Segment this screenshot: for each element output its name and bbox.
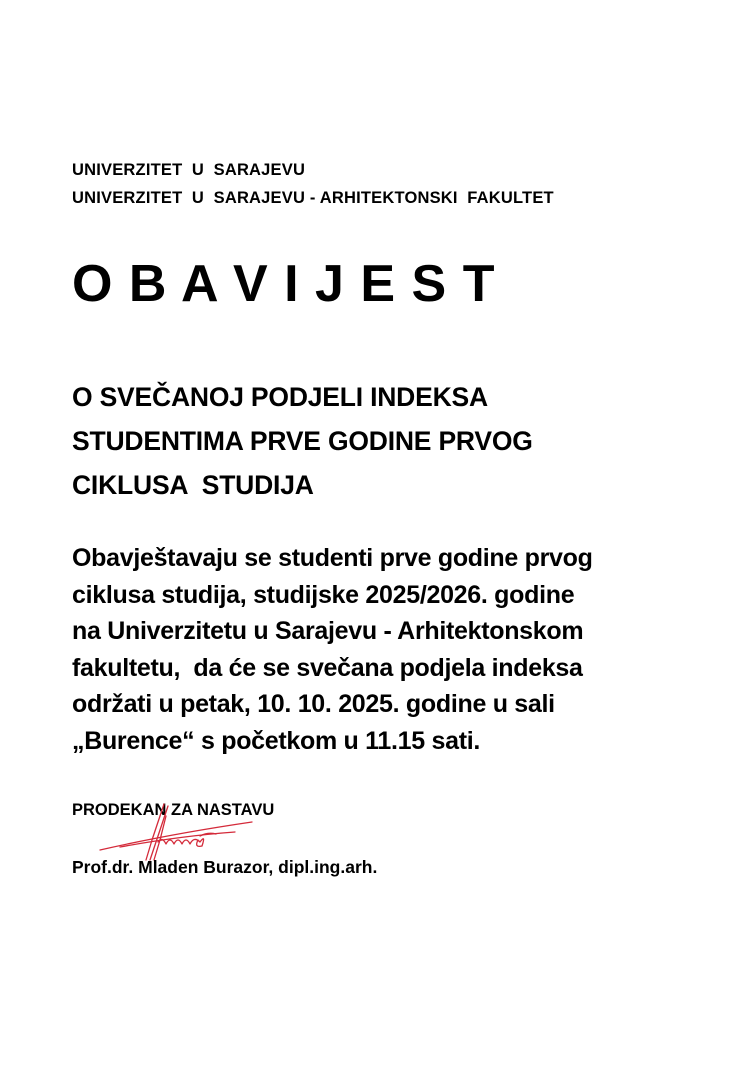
body-line: „Burence“ s početkom u 11.15 sati.: [72, 726, 481, 755]
institution-name: UNIVERZITET U SARAJEVU: [72, 161, 306, 179]
body-line: Obavještavaju se studenti prve godine prvog: [72, 544, 593, 572]
signatory-role: PRODEKAN ZA NASTAVU: [72, 801, 275, 819]
subject-line: STUDENTIMA PRVE GODINE PRVOG: [72, 426, 533, 456]
body-line: ciklusa studija, studijske 2025/2026. godine: [72, 580, 575, 609]
notice-body: [72, 540, 593, 759]
notice-title: O B A V I J E S T: [72, 255, 496, 313]
body-line: fakultetu, da će se svečana podjela indeksa: [72, 653, 583, 682]
faculty-name: UNIVERZITET U SARAJEVU - ARHITEKTONSKI FAKULTET: [72, 189, 554, 207]
subject-line: O SVEČANOJ PODJELI INDEKSA: [72, 382, 488, 412]
body-line: održati u petak, 10. 10. 2025. godine u sali: [72, 690, 555, 718]
subject-line: CIKLUSA STUDIJA: [72, 470, 314, 500]
body-line: na Univerzitetu u Sarajevu - Arhitektonskom: [72, 617, 584, 645]
notice-subject: [72, 375, 533, 507]
signatory-name: Prof.dr. Mladen Burazor, dipl.ing.arh.: [72, 857, 378, 877]
